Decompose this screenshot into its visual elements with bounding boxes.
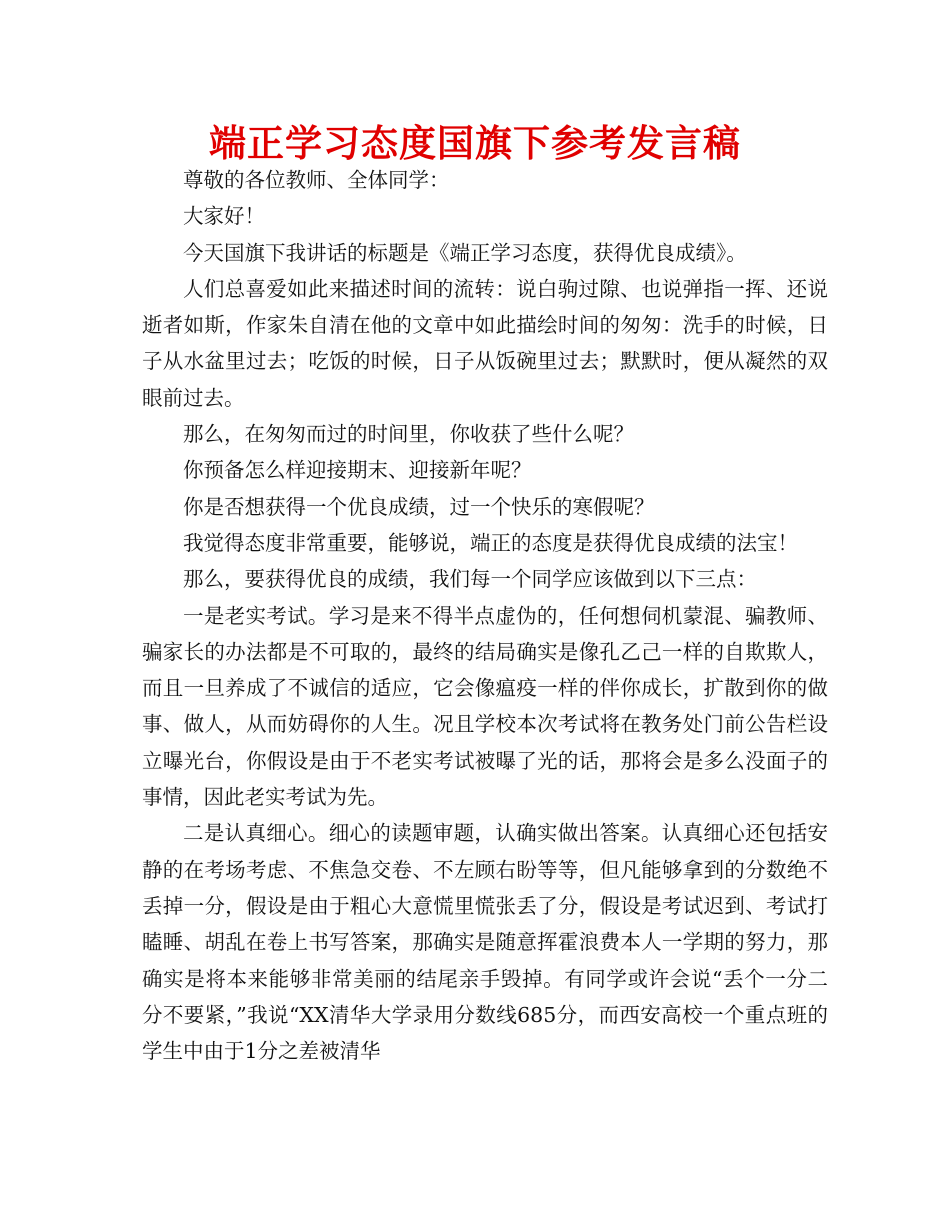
paragraph-question-2: 你预备怎么样迎接期末、迎接新年呢？: [183, 458, 532, 483]
salutation: 尊敬的各位教师、全体同学：: [183, 168, 450, 192]
speech-topic: 今天国旗下我讲话的标题是《端正学习态度，获得优良成绩》。: [183, 240, 747, 265]
paragraph-point-honesty: 一是老实考试。学习是来不得半点虚伪的，任何想伺机蒙混、骗教师、骗家长的办法都是不可取的，最终的结局确实是像孔乙己一样的自欺欺人，而且一旦养成了不诚信的适应，它会像瘟疫一样的伴你成长，扩散到你的做事、做人，从而妨碍你的人生。况且学校本次考试将在教务处门前公告栏设立曝光台，你假设是由于不老实考试被曝了光的话，那将会是多么没面子的事情，因此老实考试为先。: [142, 603, 828, 810]
document-body: [142, 162, 828, 1069]
paragraph-question-1: 那么，在匆匆而过的时间里，你收获了些什么呢？: [183, 422, 634, 447]
paragraph-question-3: 你是否想获得一个优良成绩，过一个快乐的寒假呢？: [183, 494, 655, 519]
document-title: 端正学习态度国旗下参考发言稿: [209, 122, 741, 165]
paragraph-three-points: 那么，要获得优良的成绩，我们每一个同学应该做到以下三点：: [183, 567, 757, 592]
paragraph-time: 人们总喜爱如此来描述时间的流转：说白驹过隙、也说弹指一挥、还说逝者如斯，作家朱自清在他的文章中如此描绘时间的匆匆：洗手的时候，日子从水盆里过去；吃饭的时候，日子从饭碗里过去；默默时，便从凝然的双眼前过去。: [142, 276, 828, 410]
paragraph-point-careful: 二是认真细心。细心的读题审题，认确实做出答案。认真细心还包括安静的在考场考虑、不焦急交卷、不左顾右盼等等，但凡能够拿到的分数绝不丢掉一分，假设是由于粗心大意慌里慌张丢了分，假设是考试迟到、考试打瞌睡、胡乱在卷上书写答案，那确实是随意挥霍浪费本人一学期的努力，那确实是将本来能够非常美丽的结尾亲手毁掉。有同学或许会说“丢个一分二分不要紧，”我说“XX清华大学录用分数线685分，而西安高校一个重点班的学生中由于1分之差被清华: [142, 821, 828, 1064]
paragraph-attitude: 我觉得态度非常重要，能够说，端正的态度是获得优良成绩的法宝！: [183, 530, 798, 555]
greeting: 大家好！: [183, 204, 265, 229]
